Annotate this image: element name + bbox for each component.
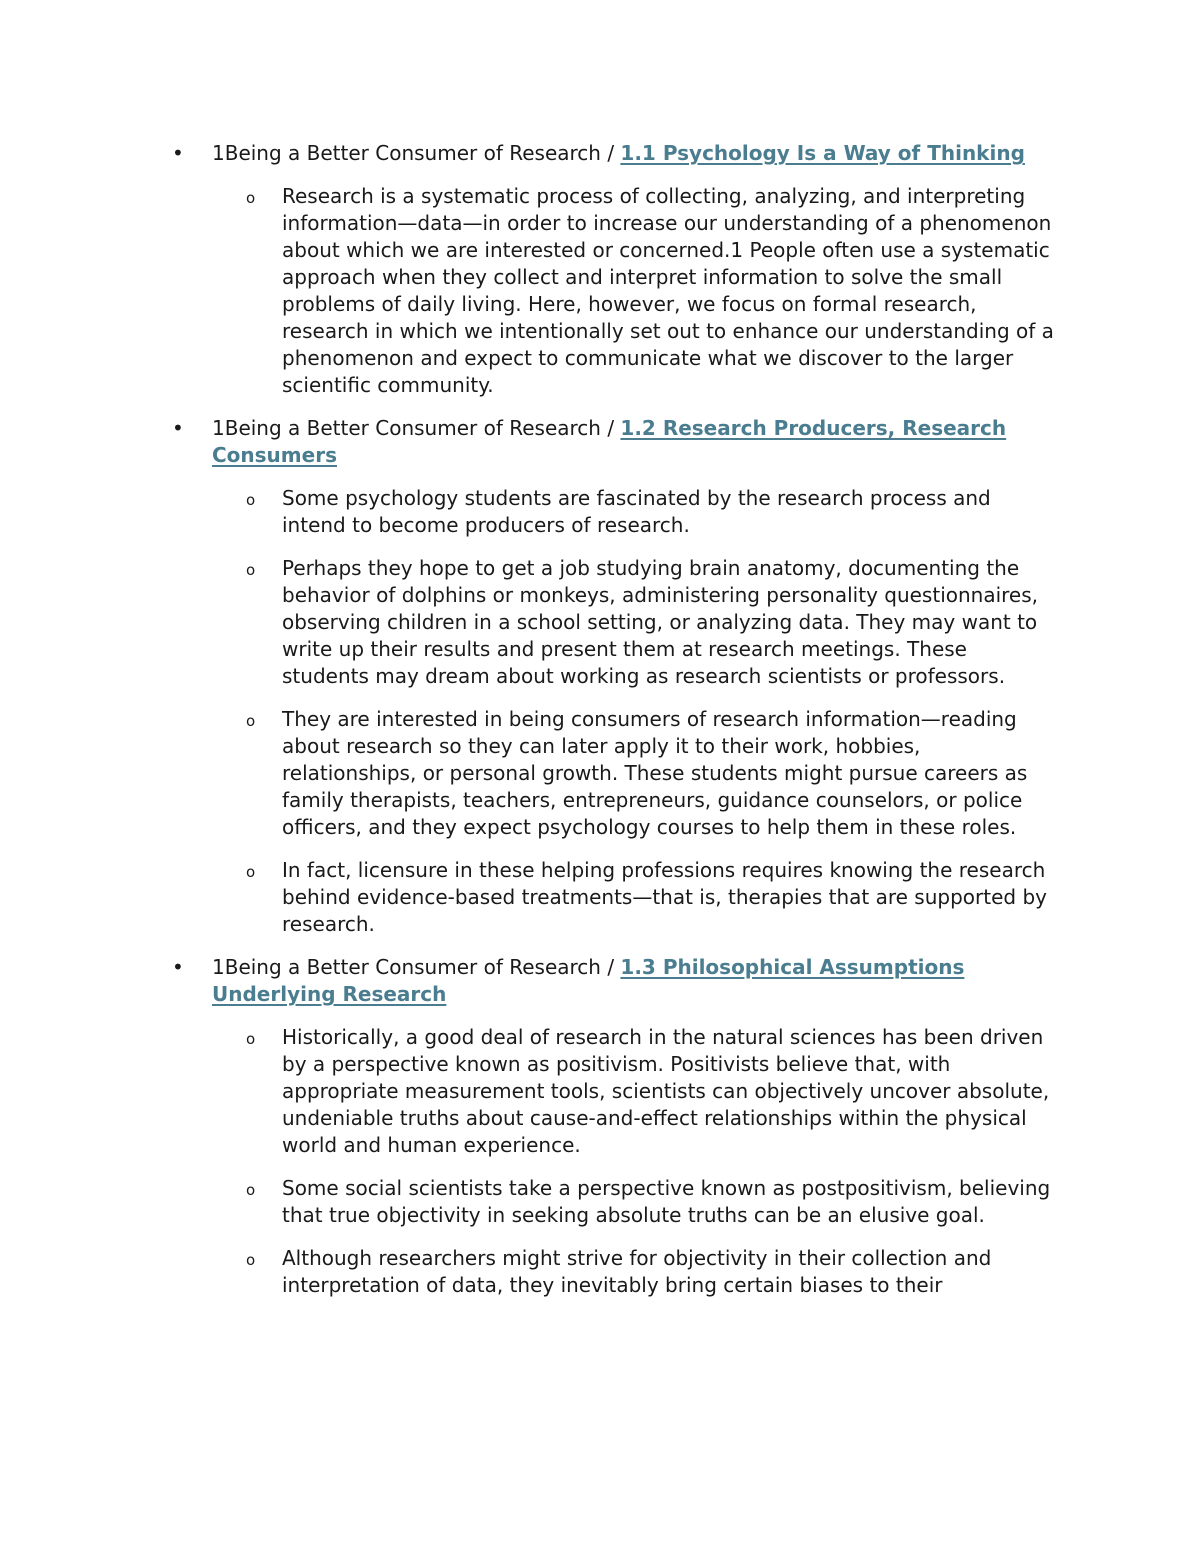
- bullet-glyph: •: [172, 955, 184, 979]
- sub-bullet-glyph: o: [246, 189, 256, 207]
- topic-heading: [212, 415, 1072, 469]
- sub-item: [212, 1024, 1058, 1159]
- sub-item-text: Perhaps they hope to get a job studying brain anatomy, documenting the behavior of dolphins or monkeys, administering personality questionnaires, observing children in a school setting, or analyzing data. They may want to write up their results and present them at research meetings. These students may dream about working as research scientists or professors.: [282, 556, 1039, 688]
- topic-prefix: 1Being a Better Consumer of Research: [212, 141, 601, 165]
- topic-separator: /: [600, 416, 621, 440]
- sub-item-text: Research is a systematic process of collecting, analyzing, and interpreting information—data—in order to increase our understanding of a phenomenon about which we are interested or concerned.1 People often use a systematic approach when they collect and interpret information to solve the small problems of daily living. Here, however, we focus on formal research, research in which we intentionally set out to enhance our understanding of a phenomenon and expect to communicate what we discover to the larger scientific community.: [282, 184, 1054, 397]
- sub-list: [212, 183, 1072, 399]
- topic-item: [172, 954, 1072, 1299]
- sub-item: [212, 1175, 1058, 1229]
- sub-item: [212, 1245, 1058, 1299]
- sub-bullet-glyph: o: [246, 863, 256, 881]
- sub-item: [212, 706, 1058, 841]
- sub-item-text: In fact, licensure in these helping professions requires knowing the research behind evidence-based treatments—that is, therapies that are supported by research.: [282, 858, 1047, 936]
- topic-heading: [212, 954, 1072, 1008]
- topic-item: [172, 415, 1072, 938]
- sub-item-text: Historically, a good deal of research in the natural sciences has been driven by a perspective known as positivism. Positivists believe that, with appropriate measurement tools, scientists can objectively uncover absolute, undeniable truths about cause-and-effect relationships within the physical world and human experience.: [282, 1025, 1050, 1157]
- sub-bullet-glyph: o: [246, 1030, 256, 1048]
- topic-prefix: 1Being a Better Consumer of Research: [212, 416, 601, 440]
- topic-link[interactable]: 1.3 Philosophical Assumptions Underlying Research: [212, 955, 965, 1006]
- topic-separator: /: [600, 141, 621, 165]
- sub-item: [212, 857, 1058, 938]
- sub-bullet-glyph: o: [246, 1251, 256, 1269]
- bullet-glyph: •: [172, 416, 184, 440]
- sub-item: [212, 485, 1058, 539]
- topic-link[interactable]: 1.1 Psychology Is a Way of Thinking: [620, 141, 1025, 165]
- topic-item: [172, 140, 1072, 399]
- topic-link[interactable]: 1.2 Research Producers, Research Consumers: [212, 416, 1007, 467]
- sub-bullet-glyph: o: [246, 491, 256, 509]
- sub-item: [212, 183, 1058, 399]
- sub-item: [212, 555, 1058, 690]
- sub-bullet-glyph: o: [246, 1181, 256, 1199]
- topic-separator: /: [600, 955, 621, 979]
- sub-list: [212, 485, 1072, 938]
- sub-item-text: They are interested in being consumers of research information—reading about research so they can later apply it to their work, hobbies, relationships, or personal growth. These students might pursue careers as family therapists, teachers, entrepreneurs, guidance counselors, or police officers, and they expect psychology courses to help them in these roles.: [282, 707, 1028, 839]
- sub-bullet-glyph: o: [246, 712, 256, 730]
- topic-heading: [212, 140, 1072, 167]
- sub-item-text: Some social scientists take a perspective known as postpositivism, believing that true objectivity in seeking absolute truths can be an elusive goal.: [282, 1176, 1051, 1227]
- outline-list: [172, 140, 1072, 1315]
- bullet-glyph: •: [172, 141, 184, 165]
- topic-prefix: 1Being a Better Consumer of Research: [212, 955, 601, 979]
- sub-bullet-glyph: o: [246, 561, 256, 579]
- sub-item-text: Some psychology students are fascinated by the research process and intend to become producers of research.: [282, 486, 991, 537]
- sub-list: [212, 1024, 1072, 1299]
- sub-item-text: Although researchers might strive for objectivity in their collection and interpretation of data, they inevitably bring certain biases to their: [282, 1246, 992, 1297]
